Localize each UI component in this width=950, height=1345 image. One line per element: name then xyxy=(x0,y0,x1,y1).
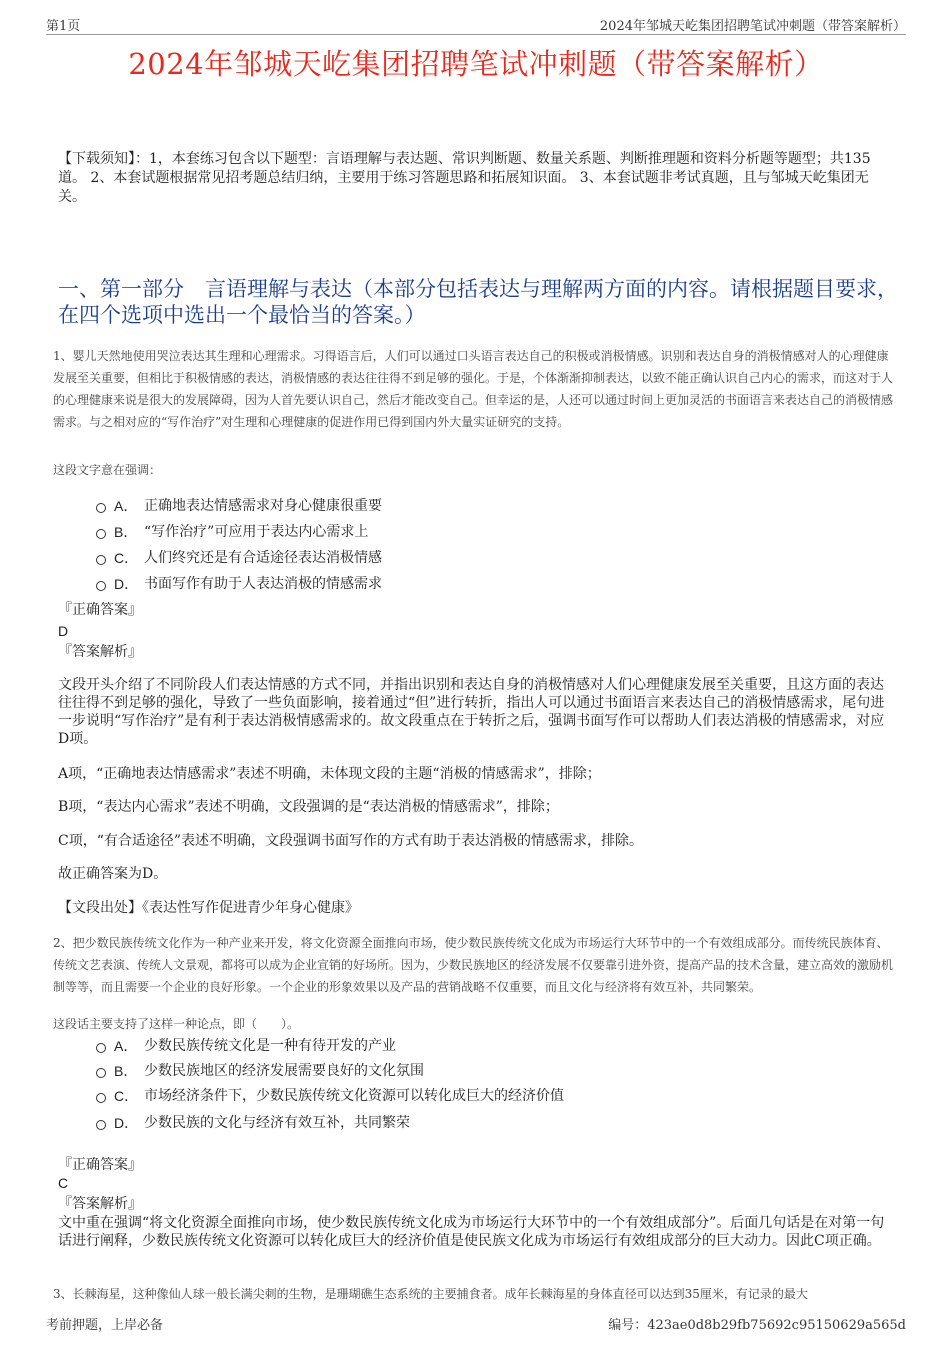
option-letter: D． xyxy=(114,576,139,592)
question-3-text: 3、长棘海星，这种像仙人球一般长满尖刺的生物，是珊瑚礁生态系统的主要捕食者。成年长棘海星的身体直径可以达到35厘米，有记录的最大 xyxy=(53,1287,808,1301)
question-2-text: 2、把少数民族传统文化作为一种产业来开发，将文化资源全面推向市场，使少数民族传统文化成为市场运行大环节中的一个有效组成部分。而传统民族体育、传统文艺表演、传统人文景观，都将可以成为企业宣销的好场所。因为，少数民族地区的经济发展不仅要靠引进外资，提高产品的技术含量，建立高效的激励机制等等，而且需要一个企业的良好形象。一个企业的形象效果以及产品的营销战略不仅重要，而且文化与经济将有效互补，共同繁荣。 xyxy=(53,936,894,994)
radio-icon[interactable] xyxy=(96,555,106,565)
question-2-analysis: 文中重在强调“将文化资源全面推向市场，使少数民族传统文化成为市场运行大环节中的一个有效组成部分”。后面几句话是在对第一句话进行阐释，少数民族传统文化资源可以转化成巨大的经济价值是使民族文化成为市场运行有效组成部分的巨大动力。因此C项正确。 xyxy=(58,1215,885,1249)
question-1-conclusion: 故正确答案为D。 xyxy=(58,866,168,882)
question-1-option-a[interactable] xyxy=(96,495,856,517)
document-title: 2024年邹城天屹集团招聘笔试冲刺题（带答案解析） xyxy=(128,47,824,81)
footer-slogan: 考前押题，上岸必备 xyxy=(46,1318,164,1333)
radio-icon[interactable] xyxy=(96,1068,106,1078)
option-text: 书面写作有助于人表达消极的情感需求 xyxy=(144,576,382,592)
option-letter: A． xyxy=(114,498,138,514)
question-1-analysis-label: 『答案解析』 xyxy=(58,644,142,660)
question-1-analysis-b: B项，“表达内心需求”表述不明确，文段强调的是“表达消极的情感需求”，排除； xyxy=(58,799,559,815)
question-2-option-b[interactable] xyxy=(96,1060,856,1082)
option-text: “写作治疗”可应用于表达内心需求上 xyxy=(144,524,369,540)
question-1-option-d[interactable] xyxy=(96,573,856,595)
question-2-option-d[interactable] xyxy=(96,1112,856,1134)
question-2-answer: C xyxy=(58,1175,69,1191)
question-2-answer-label: 『正确答案』 xyxy=(58,1157,142,1173)
option-letter: A． xyxy=(114,1038,138,1054)
question-2-option-a[interactable] xyxy=(96,1035,856,1057)
question-1-analysis: 文段开头介绍了不同阶段人们表达情感的方式不同，并指出识别和表达自身的消极情感对人们心理健康发展至关重要，且这方面的表达往往得不到足够的强化，导致了一些负面影响，接着通过“但”进行转折，指出人可以通过书面语言来表达自己的消极情感需求，尾句进一步说明“写作治疗”是有利于表达消极情感需求的。故文段重点在于转折之后，强调书面写作可以帮助人们表达消极的情感需求，对应D项。 xyxy=(58,677,885,747)
radio-icon[interactable] xyxy=(96,529,106,539)
option-letter: C． xyxy=(114,550,139,566)
question-1-answer: D xyxy=(58,623,69,639)
question-1-option-c[interactable] xyxy=(96,547,856,569)
page-number: 第1页 xyxy=(46,19,81,34)
question-1-prompt: 这段文字意在强调： xyxy=(53,463,162,477)
footer-code: 编号：423ae0d8b29fb75692c95150629a565d xyxy=(608,1318,906,1333)
question-1-option-b[interactable] xyxy=(96,521,856,543)
section-heading: 一、第一部分 言语理解与表达（本部分包括表达与理解两方面的内容。请根据题目要求，在四个选项中选出一个最恰当的答案。） xyxy=(58,277,898,327)
question-2-prompt: 这段话主要支持了这样一种论点，即（ ）。 xyxy=(53,1017,300,1031)
page-header xyxy=(46,12,906,35)
question-1-source: 【文段出处】《表达性写作促进青少年身心健康》 xyxy=(58,900,359,916)
question-1-text: 1、婴儿天然地使用哭泣表达其生理和心理需求。习得语言后，人们可以通过口头语言表达自己的积极或消极情感。识别和表达自身的消极情感对人的心理健康发展至关重要，但相比于积极情感的表达，消极情感的表达往往得不到足够的强化。于是，个体渐渐抑制表达，以致不能正确认识自己内心的需求，而这对于人的心理健康来说是很大的发展障碍，因为人首先要认识自己，然后才能改变自己。但幸运的是，人还可以通过时间上更加灵活的书面语言来表达自己的消极情感需求。与之相对应的“写作治疗”对生理和心理健康的促进作用已得到国内外大量实证研究的支持。 xyxy=(53,349,894,429)
page-footer xyxy=(46,1312,906,1334)
option-letter: B． xyxy=(114,524,138,540)
option-text: 少数民族传统文化是一种有待开发的产业 xyxy=(144,1038,396,1054)
header-doc-title: 2024年邹城天屹集团招聘笔试冲刺题（带答案解析） xyxy=(599,19,906,34)
question-2-option-c[interactable] xyxy=(96,1085,856,1107)
option-letter: C． xyxy=(114,1088,139,1104)
radio-icon[interactable] xyxy=(96,1120,106,1130)
option-letter: B． xyxy=(114,1063,138,1079)
question-1-analysis-c: C项，“有合适途径”表述不明确，文段强调书面写作的方式有助于表达消极的情感需求，排除。 xyxy=(58,833,644,849)
option-text: 少数民族的文化与经济有效互补，共同繁荣 xyxy=(144,1115,410,1131)
option-text: 少数民族地区的经济发展需要良好的文化氛围 xyxy=(144,1063,424,1079)
question-1-answer-label: 『正确答案』 xyxy=(58,602,142,618)
download-notice: 【下载须知】：1，本套练习包含以下题型：言语理解与表达题、常识判断题、数量关系题、判断推理题和资料分析题等题型；共135道。 2、本套试题根据常见招考题总结归纳，主要用于练习答题思路和拓展知识面。 3、本套试题非考试真题，且与邹城天屹集团无关。 xyxy=(58,151,871,205)
option-text: 正确地表达情感需求对身心健康很重要 xyxy=(144,498,382,514)
option-text: 市场经济条件下，少数民族传统文化资源可以转化成巨大的经济价值 xyxy=(144,1088,564,1104)
option-letter: D． xyxy=(114,1115,139,1131)
radio-icon[interactable] xyxy=(96,503,106,513)
question-1-analysis-a: A项，“正确地表达情感需求”表述不明确，未体现文段的主题“消极的情感需求”，排除； xyxy=(58,766,601,782)
radio-icon[interactable] xyxy=(96,581,106,591)
radio-icon[interactable] xyxy=(96,1043,106,1053)
question-2-analysis-label: 『答案解析』 xyxy=(58,1196,142,1212)
radio-icon[interactable] xyxy=(96,1093,106,1103)
option-text: 人们终究还是有合适途径表达消极情感 xyxy=(144,550,382,566)
